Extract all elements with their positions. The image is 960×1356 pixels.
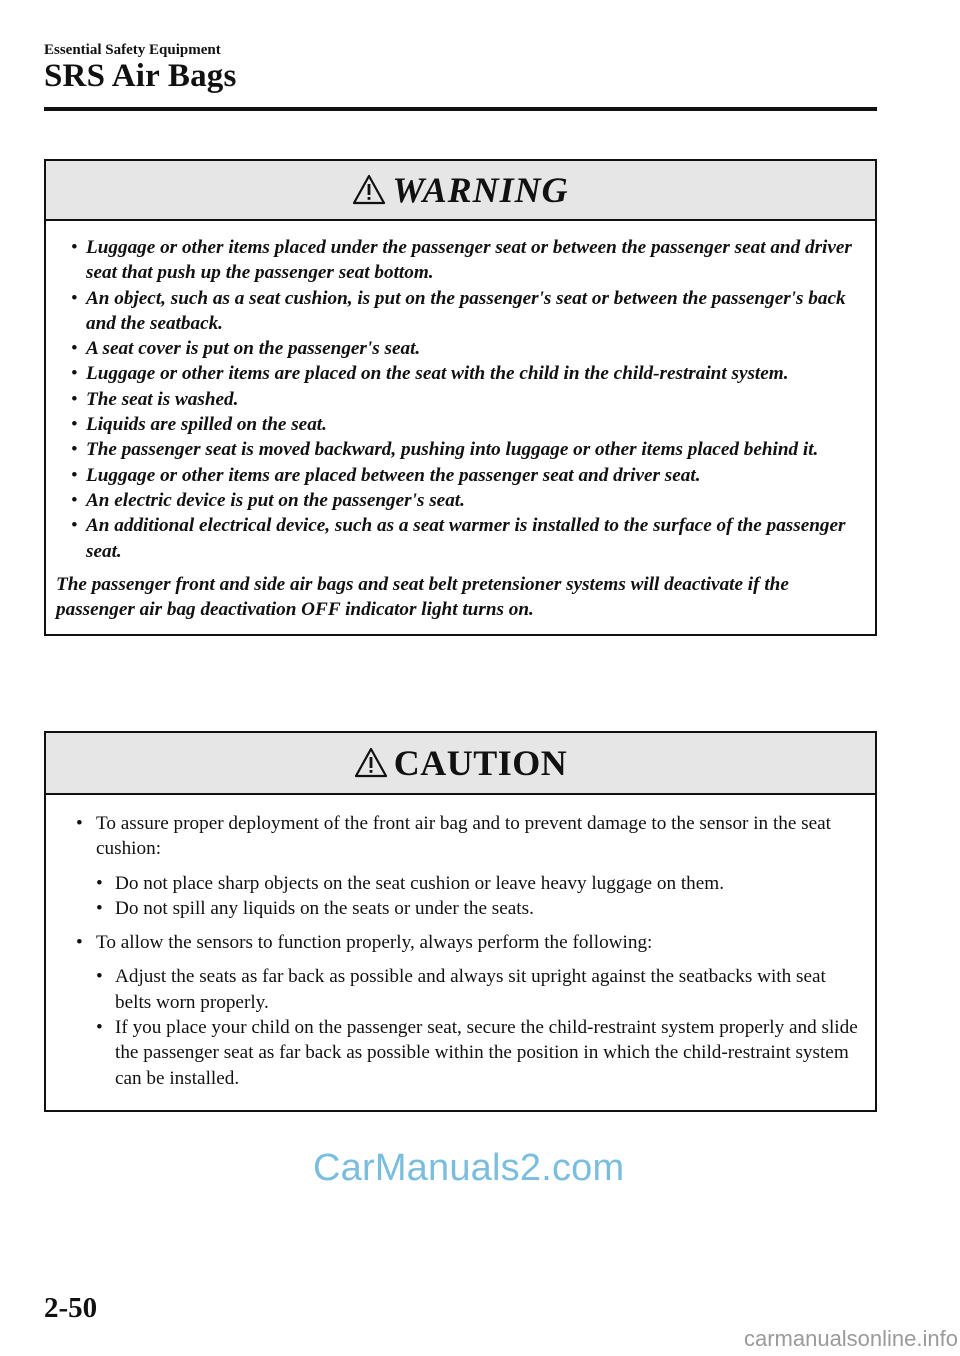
warning-list (56, 235, 859, 564)
bullet: • (71, 464, 78, 486)
caution-subitem: • Do not spill any liquids on the seats or under the seats. (96, 896, 859, 921)
warning-item: • Luggage or other items are placed between the passenger seat and driver seat. (56, 463, 859, 488)
caution-list (56, 811, 859, 1091)
warning-body (46, 221, 875, 634)
warning-item: • A seat cover is put on the passenger's seat. (56, 336, 859, 361)
section-label: Essential Safety Equipment (44, 42, 221, 58)
caution-body (46, 795, 875, 1110)
caution-title: CAUTION (393, 743, 568, 783)
warning-item: • Liquids are spilled on the seat. (56, 412, 859, 437)
footer-site-text: carmanualsonline.info (743, 1326, 958, 1351)
warning-item: • Luggage or other items are placed on the seat with the child in the child-restraint system. (56, 361, 859, 386)
warning-triangle-icon (354, 747, 388, 779)
caution-subitem: • If you place your child on the passenger seat, secure the child-restraint system properly and slide the passenger seat as far back as possible within the position in which the child-restraint system can be installed. (96, 1017, 858, 1089)
caution-sublist (96, 871, 859, 922)
bullet: • (71, 363, 78, 385)
bullet: • (96, 897, 103, 919)
warning-header (46, 161, 875, 221)
bullet: • (71, 287, 78, 309)
page-number: 2-50 (44, 1292, 98, 1324)
bullet: • (71, 388, 78, 410)
page-title: SRS Air Bags (44, 58, 237, 94)
warning-summary: The passenger front and side air bags and seat belt pretensioner systems will deactivate if the passenger air bag deactivation OFF indicator light turns on. (56, 573, 789, 621)
bullet: • (76, 932, 83, 954)
bullet: • (71, 515, 78, 537)
header-rule (44, 107, 877, 111)
bullet: • (71, 439, 78, 461)
bullet: • (71, 414, 78, 436)
bullet: • (76, 813, 83, 834)
warning-box (44, 159, 877, 636)
warning-title: WARNING (392, 170, 569, 210)
bullet: • (71, 237, 78, 258)
warning-item: • An object, such as a seat cushion, is put on the passenger's seat or between the passenger's back and the seatback. (71, 287, 846, 334)
warning-item: • The seat is washed. (56, 387, 859, 412)
caution-subitem: • Adjust the seats as far back as possible and always sit upright against the seatbacks with seat belts worn properly. (96, 966, 826, 1013)
bullet: • (96, 966, 103, 988)
bullet: • (96, 872, 103, 894)
warning-item: • The passenger seat is moved backward, pushing into luggage or other items placed behind it. (56, 437, 859, 462)
warning-item: • Luggage or other items placed under the passenger seat or between the passenger seat and driver seat that push up the passenger seat bottom. (71, 237, 852, 284)
warning-item: • An electric device is put on the passenger's seat. (56, 488, 859, 513)
bullet: • (96, 1017, 103, 1039)
caution-item: • To allow the sensors to function properly, always perform the following: • Adjust the seats as far back as possible and always sit upright against the seatbacks with seat belts worn properly. • If you place your child on the passenger seat, secure the child-restraint system properly and slide the passenger seat as far back as possible within the position in which the child-restraint system can be installed. (56, 930, 859, 1091)
caution-sublist (96, 964, 859, 1090)
bullet: • (71, 338, 78, 360)
watermark-logo: CarManuals2.com (313, 1147, 625, 1189)
bullet: • (71, 489, 78, 511)
caution-item: • To assure proper deployment of the front air bag and to prevent damage to the sensor in the seat cushion: • Do not place sharp objects on the seat cushion or leave heavy luggage on them. • Do not spill any liquids on the seats or under the seats. (56, 811, 859, 921)
warning-item: • An additional electrical device, such as a seat warmer is installed to the surface of the passenger seat. (71, 515, 846, 562)
caution-box (44, 731, 877, 1112)
caution-subitem: • Do not place sharp objects on the seat cushion or leave heavy luggage on them. (96, 871, 859, 896)
caution-header (46, 733, 875, 795)
warning-triangle-icon (352, 174, 386, 206)
